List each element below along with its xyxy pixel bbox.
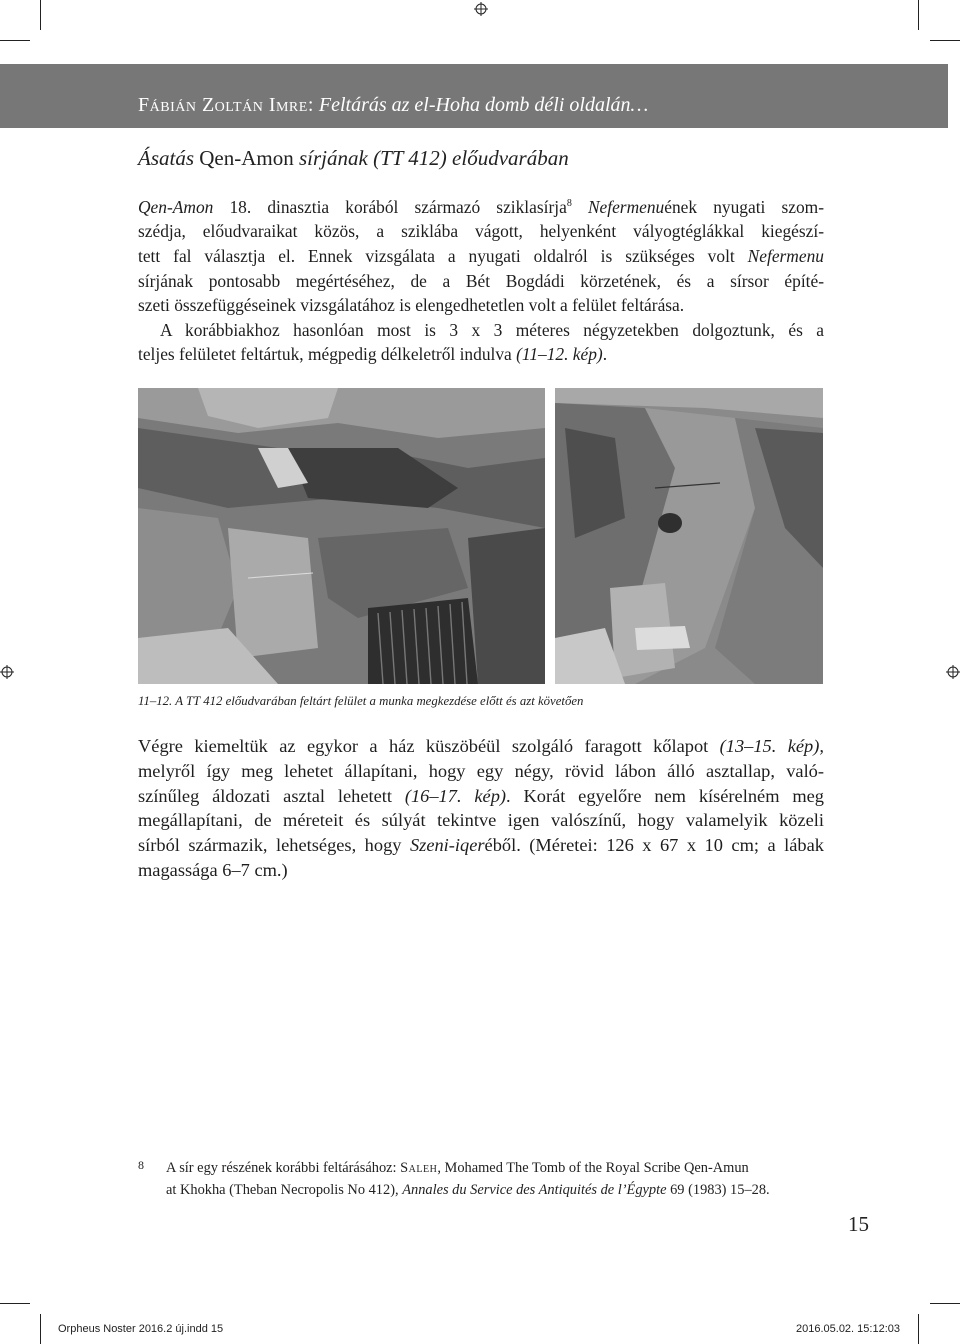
text-line: Végre kiemeltük az egykor a ház küszöbéül szolgáló faragott kőlapot (13–15. kép), <box>138 736 824 756</box>
footnote-line: at Khokha (Theban Necropolis No 412), Annales du Service des Antiquités de l’Égypte 69 (1983) 15–28. <box>166 1181 770 1198</box>
figure-caption: 11–12. A TT 412 előudvarában feltárt felület a munka megkezdése előtt és azt követően <box>138 694 584 708</box>
text-line: megállapítani, de méreteit és súlyát tekintve igen valószínű, hogy valamelyik közeli <box>138 810 824 831</box>
crop-mark <box>918 0 919 30</box>
crop-mark <box>0 1303 30 1304</box>
text-line: sírból származik, lehetséges, hogy Szeni-iqeréből. (Méretei: 126 x 67 x 10 cm; a lábak <box>138 835 824 856</box>
text-line: magassága 6–7 cm.) <box>138 859 288 880</box>
heading-pre: Ásatás <box>138 146 195 170</box>
footnote-reference: 8 <box>566 198 572 209</box>
text-line: sírjának pontosabb megértéséhez, de a Bét Bogdádi körzetének, és a sírsor építé- <box>138 270 824 291</box>
excavation-photo-after <box>555 388 823 684</box>
text-line: színűleg áldozati asztal lehetett (16–17. kép). Korát egyelőre nem kísérelném meg <box>138 785 824 806</box>
section-heading <box>138 146 838 171</box>
slug-timestamp: 2016.05.02. 15:12:03 <box>796 1323 900 1335</box>
crop-mark <box>930 1303 960 1304</box>
text-line: szeti összefüggéseinek vizsgálatához is elengedhetetlen volt a felület feltárása. <box>138 295 685 316</box>
text-line: tett fal választja el. Ennek vizsgálata a nyugati oldalról is szükséges volt Nefermenu <box>138 245 824 266</box>
body-paragraph-2 <box>138 734 824 883</box>
header-title: Feltárás az el-Hoha domb déli oldalán… <box>318 94 649 116</box>
heading-post: sírjának (TT 412) előudvarában <box>299 146 569 170</box>
footnote-text <box>166 1158 826 1201</box>
text-line: szédja, előudvaraikat közös, a sziklába vágott, helyenként vályogtéglákkal kiegészí- <box>138 221 824 242</box>
crop-mark <box>930 40 960 41</box>
slug-filename: Orpheus Noster 2016.2 új.indd 15 <box>58 1323 224 1335</box>
page-number: 15 <box>848 1212 869 1236</box>
text-line: teljes felületet feltártuk, mégpedig délkeletről indulva (11–12. kép). <box>138 344 608 365</box>
text-line: melyről így meg lehetet állapítani, hogy egy négy, rövid lábon álló asztallap, való- <box>138 760 824 781</box>
footnote-number: 8 <box>138 1158 144 1172</box>
running-header <box>138 94 648 117</box>
text-line: A korábbiakhoz hasonlóan most is 3 x 3 méteres négyzetekben dolgoztunk, és a <box>160 319 824 340</box>
body-paragraph-1 <box>138 192 824 367</box>
crop-mark <box>40 1314 41 1344</box>
registration-mark-icon <box>474 2 488 16</box>
text-line: Qen-Amon 18. dinasztia korából származó sziklasírja$^8$ Nefermenuének nyugati szom- <box>138 196 824 217</box>
crop-mark <box>40 0 41 30</box>
footnote-line: A sír egy részének korábbi feltárásához: Saleh, Mohamed The Tomb of the Royal Scribe Qen-Amun <box>166 1160 749 1176</box>
registration-mark-icon <box>0 665 14 679</box>
registration-mark-icon <box>946 665 960 679</box>
crop-mark <box>918 1314 919 1344</box>
crop-mark <box>0 40 30 41</box>
excavation-photo-before <box>138 388 545 684</box>
heading-name: Qen-Amon <box>199 146 294 170</box>
header-author: Fábián Zoltán Imre: <box>138 94 314 116</box>
